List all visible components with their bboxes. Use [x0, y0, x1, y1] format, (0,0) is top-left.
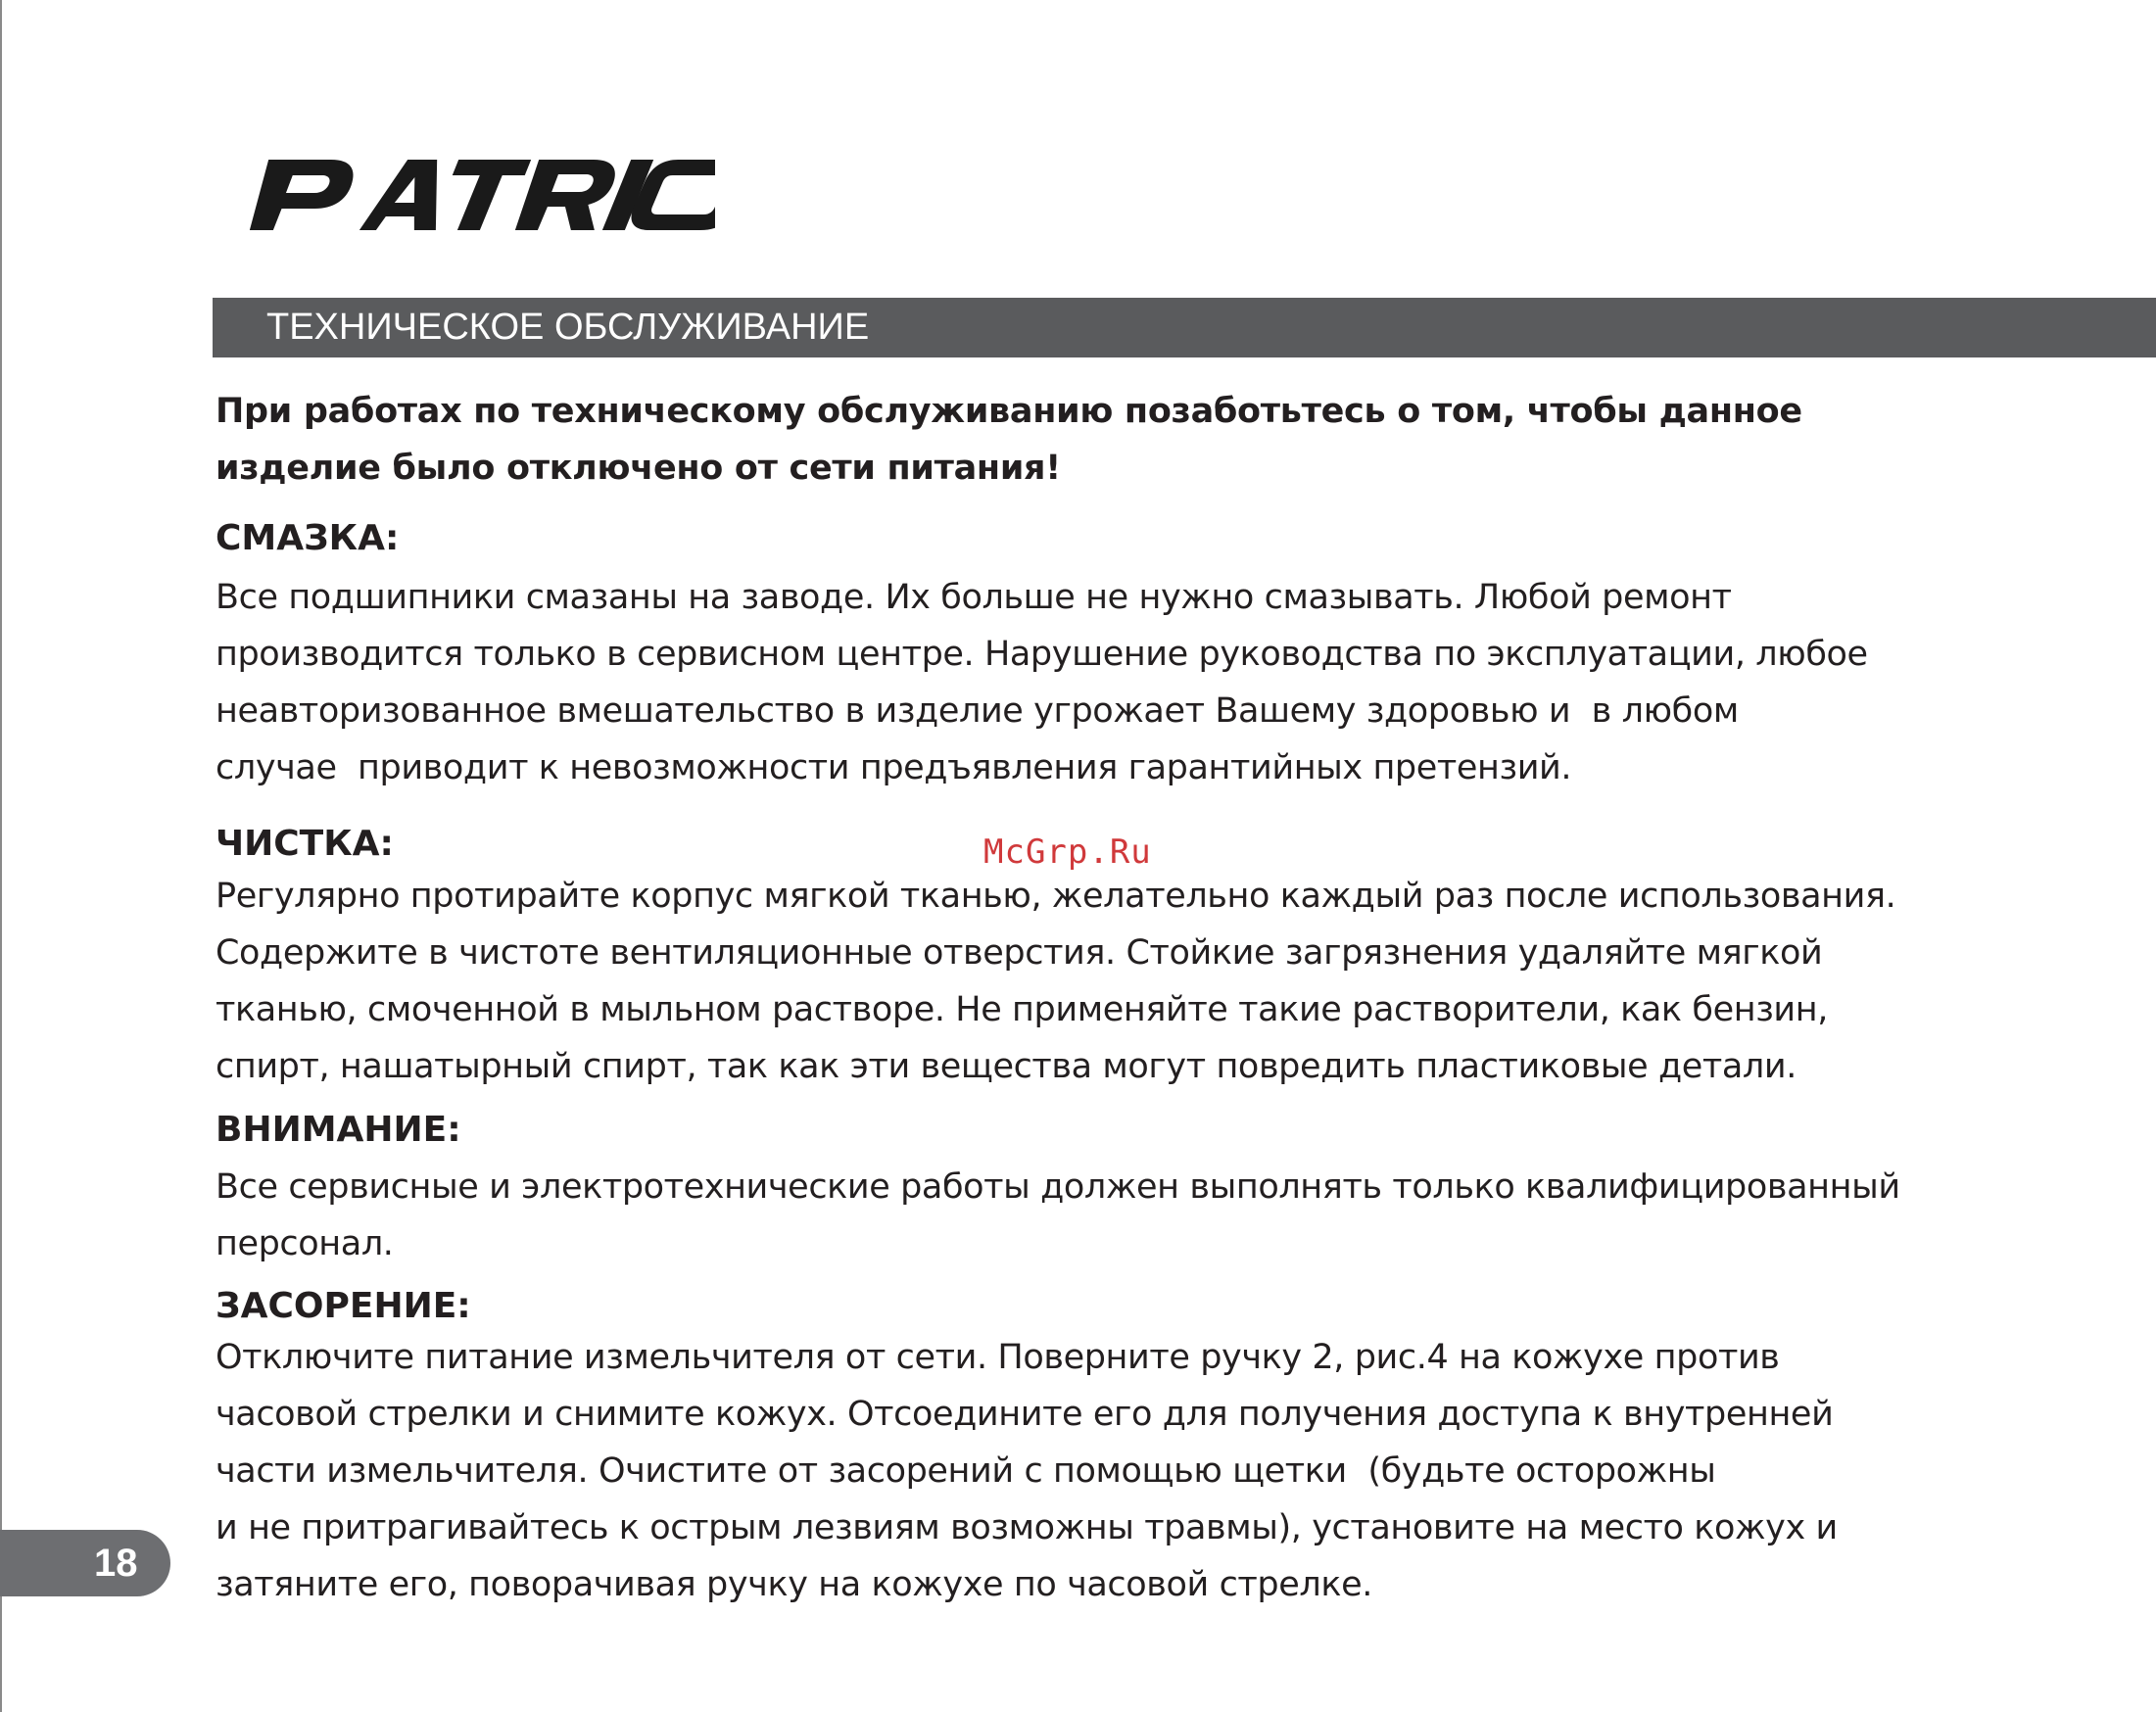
warning-line-2: изделие было отключено от сети питания!: [216, 449, 1061, 488]
warning-line-1: При работах по техническому обслуживанию позаботьтесь о том, чтобы данное: [216, 392, 1802, 431]
page-number-tab: [0, 1530, 170, 1596]
cleaning-line: Содержите в чистоте вентиляционные отверстия. Стойкие загрязнения удаляйте мягкой: [216, 933, 1823, 973]
lubrication-heading: СМАЗКА:: [216, 518, 400, 558]
attention-line: персонал.: [216, 1224, 394, 1263]
cleaning-line: спирт, нашатырный спирт, так как эти вещества могут повредить пластиковые детали.: [216, 1047, 1797, 1086]
attention-heading: ВНИМАНИЕ:: [216, 1110, 461, 1150]
lubrication-line: Все подшипники смазаны на заводе. Их больше не нужно смазывать. Любой ремонт: [216, 578, 1732, 617]
clogging-line: затяните его, поворачивая ручку на кожухе по часовой стрелке.: [216, 1565, 1372, 1604]
clogging-line: и не притрагивайтесь к острым лезвиям возможны травмы), установите на место кожух и: [216, 1508, 1838, 1547]
patriot-logo: [245, 142, 715, 250]
page-edge-rule: [0, 0, 2, 1712]
clogging-line: Отключите питание измельчителя от сети. Поверните ручку 2, рис.4 на кожухе против: [216, 1338, 1780, 1377]
page-number: 18: [94, 1542, 138, 1585]
watermark-text: McGrp.Ru: [983, 832, 1152, 872]
attention-line: Все сервисные и электротехнические работы должен выполнять только квалифицированный: [216, 1167, 1900, 1207]
cleaning-line: Регулярно протирайте корпус мягкой тканью, желательно каждый раз после использования.: [216, 877, 1896, 916]
section-title: ТЕХНИЧЕСКОЕ ОБСЛУЖИВАНИЕ: [266, 307, 870, 348]
section-header-bar: [213, 298, 2156, 357]
clogging-heading: ЗАСОРЕНИЕ:: [216, 1286, 471, 1326]
clogging-line: часовой стрелки и снимите кожух. Отсоедините его для получения доступа к внутренней: [216, 1395, 1834, 1434]
clogging-line: части измельчителя. Очистите от засорений с помощью щетки (будьте осторожны: [216, 1451, 1716, 1491]
lubrication-line: неавторизованное вмешательство в изделие угрожает Вашему здоровью и в любом: [216, 691, 1739, 731]
lubrication-line: производится только в сервисном центре. Нарушение руководства по эксплуатации, любое: [216, 635, 1868, 674]
cleaning-heading: ЧИСТКА:: [216, 824, 394, 864]
lubrication-line: случае приводит к невозможности предъявления гарантийных претензий.: [216, 748, 1572, 787]
cleaning-line: тканью, смоченной в мыльном растворе. Не применяйте такие растворители, как бензин,: [216, 990, 1828, 1029]
